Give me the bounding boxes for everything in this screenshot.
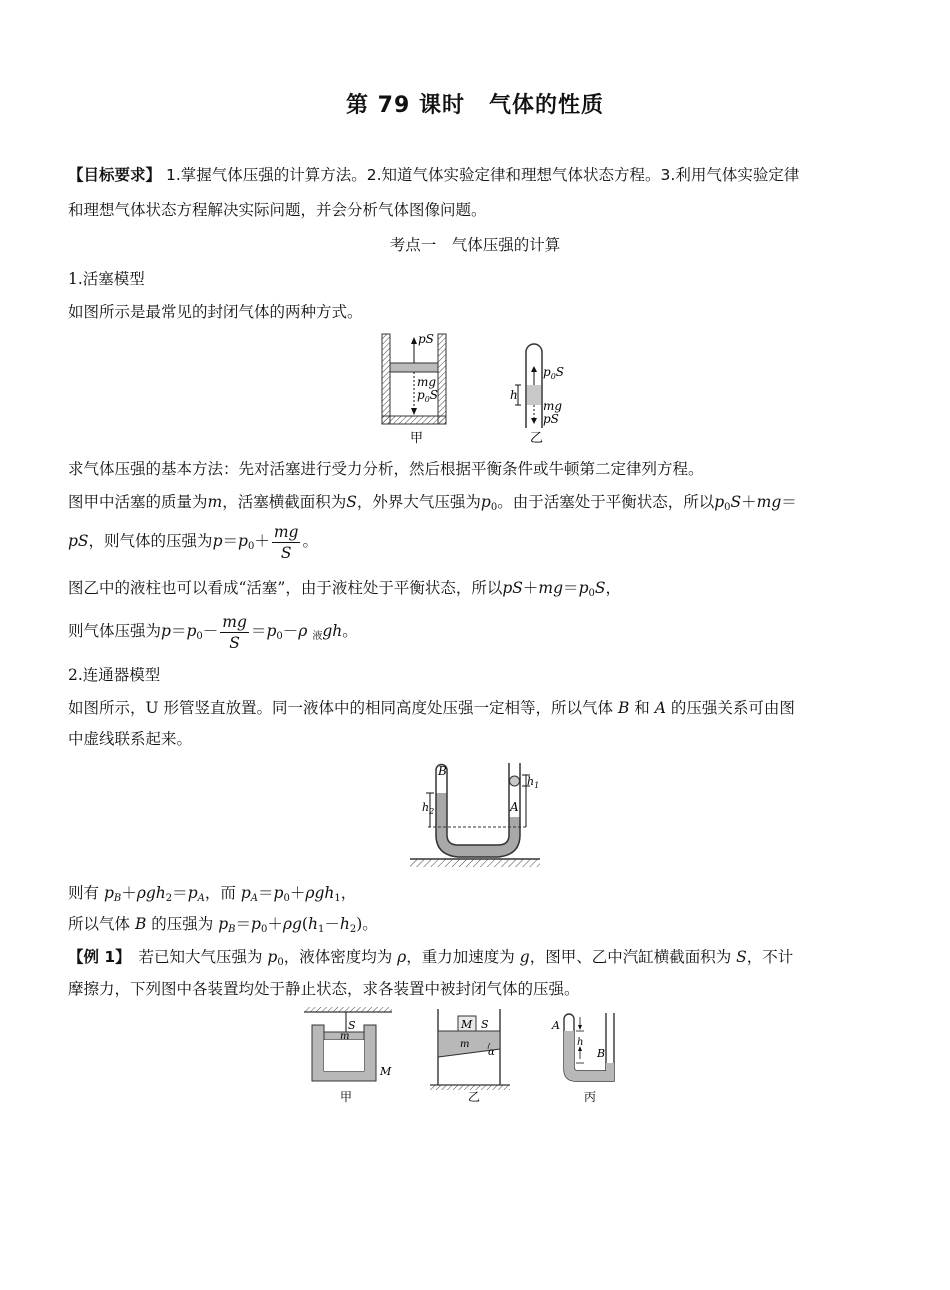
method-paragraph: 求气体压强的基本方法：先对活塞进行受力分析，然后根据平衡条件或牛顿第二定律列方程。 bbox=[68, 460, 704, 478]
goals-line-1: 【目标要求】 1.掌握气体压强的计算方法。2.知道气体实验定律和理想气体状态方程。3.利用气体实验定律 bbox=[68, 166, 800, 184]
piston-model-intro: 如图所示是最常见的封闭气体的两种方式。 bbox=[68, 303, 363, 321]
yi-label-S: S bbox=[481, 1018, 489, 1031]
yi-height-h: h bbox=[510, 388, 518, 402]
connector-line-1: 如图所示，U 形管竖直放置。同一液体中的相同高度处压强一定相等，所以气体 B 和 A 的压强关系可由图 bbox=[68, 699, 795, 717]
jia-analysis-line-2: pS，则气体的压强为$p=p_0+$ $\frac{mg}{S}$ 。 bbox=[68, 522, 318, 562]
label-jia: 甲 bbox=[410, 431, 424, 446]
label-yi: 乙 bbox=[530, 431, 544, 446]
jia-analysis-line-1: 图甲中活塞的质量为m，活塞横截面积为S，外界大气压强为$p_0$。由于活塞处于平衡状态，所以$p_0S+mg=$ bbox=[68, 493, 797, 513]
yi-force-p0S: $p_0S$ bbox=[543, 365, 565, 381]
piston-model-heading: 1.活塞模型 bbox=[68, 270, 145, 288]
u-equation-1: 则有 $p_B+\rho gh_2=p_A$，而 $p_A=p_0+\rho gh_1$， bbox=[68, 884, 357, 904]
jia-force-p0S: $p_0S$ bbox=[417, 388, 439, 404]
yi-label-m: m bbox=[460, 1039, 470, 1050]
jia-label-M: M bbox=[380, 1065, 392, 1078]
u-label-B: B bbox=[438, 764, 447, 778]
jia-force-mg: mg bbox=[417, 375, 437, 389]
goals-line-2: 和理想气体状态方程解决实际问题，并会分析气体图像问题。 bbox=[68, 201, 487, 219]
tube-yi bbox=[515, 344, 542, 428]
jia-label-S: S bbox=[348, 1019, 356, 1032]
u-tube-figure bbox=[408, 755, 543, 873]
yi-result-line: 则气体压强为$p=p_0-$ $\frac{mg}{S}$ $=p_0-\rho$ $_液$gh。 bbox=[68, 612, 358, 652]
jia-label-m: m bbox=[340, 1031, 350, 1042]
label-jia-3: 甲 bbox=[340, 1090, 353, 1104]
piston-figure bbox=[370, 328, 600, 450]
example-line-2: 摩擦力，下列图中各装置均处于静止状态，求各装置中被封闭气体的压强。 bbox=[68, 980, 580, 998]
example-figure bbox=[300, 1005, 630, 1110]
label-bing-3: 丙 bbox=[584, 1090, 597, 1104]
section-heading: 考点一 气体压强的计算 bbox=[389, 236, 561, 254]
yi-label-M: M bbox=[461, 1018, 473, 1031]
example-line-1: 【例 1】 若已知大气压强为 $p_0$，液体密度均为 ρ，重力加速度为 g，图甲、乙中汽缸横截面积为 S，不计 bbox=[68, 948, 794, 968]
yi-force-pS: pS bbox=[543, 412, 559, 426]
bing-label-B: B bbox=[597, 1047, 606, 1060]
u-label-h2: $h_2$ bbox=[422, 801, 435, 816]
yi-force-mg: mg bbox=[543, 399, 563, 413]
jia-force-pS: pS bbox=[418, 332, 434, 346]
u-equation-2: 所以气体 B 的压强为 $p_B=p_0+\rho g(h_1-h_2)$。 bbox=[68, 915, 378, 935]
bing-label-h: h bbox=[577, 1037, 584, 1048]
connector-model-heading: 2.连通器模型 bbox=[68, 666, 161, 684]
yi-analysis-line: 图乙中的液柱也可以看成“活塞”，由于液柱处于平衡状态，所以$pS+mg=p_0S$， bbox=[68, 579, 622, 599]
u-label-A: A bbox=[510, 800, 519, 814]
bing-label-A: A bbox=[552, 1019, 560, 1032]
yi-label-alpha: α bbox=[488, 1047, 495, 1058]
cylinder-jia bbox=[382, 334, 446, 424]
connector-line-2: 中虚线联系起来。 bbox=[68, 730, 193, 748]
u-label-h1: $h_1$ bbox=[527, 775, 540, 790]
device-bing bbox=[564, 1013, 614, 1081]
page-title: 第 79 课时 气体的性质 bbox=[346, 93, 604, 118]
label-yi-3: 乙 bbox=[468, 1090, 481, 1104]
